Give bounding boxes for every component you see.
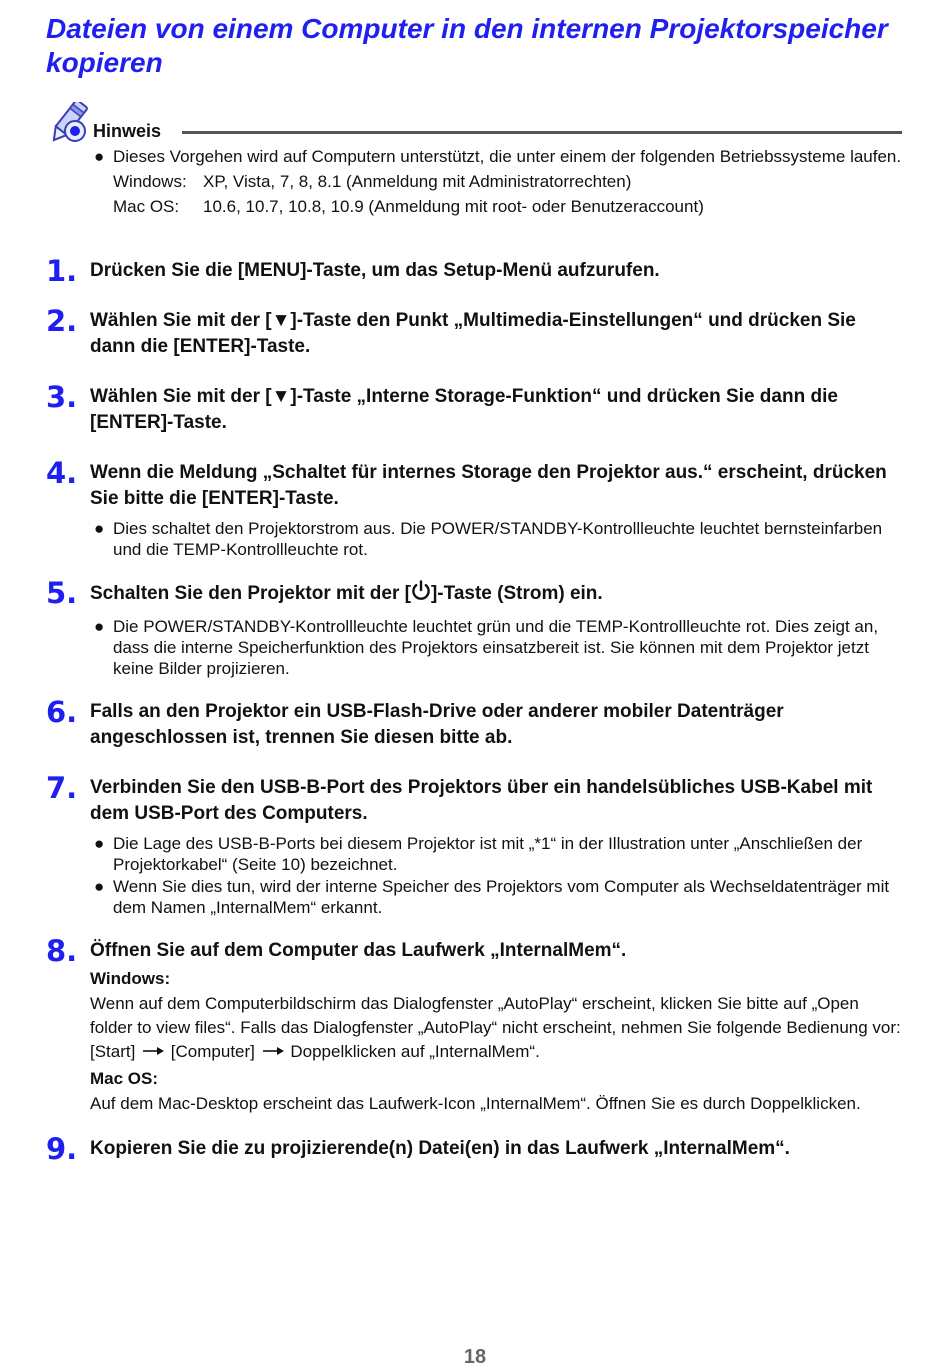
step-bullet-text: Die POWER/STANDBY-Kontrollleuchte leuchtet grün und die TEMP-Kontrollleuchte rot. Dies zeigt an, dass die interne Speicherfunktion des Projektors einsatzbereit ist. Sie können mit dem Projektor jetzt keine Bilder projizieren. (113, 617, 879, 678)
note-mac-line (94, 194, 904, 219)
step-7 (46, 771, 902, 918)
page-title: Dateien von einem Computer in den internen Projektorspeicher kopieren (46, 13, 888, 78)
note-windows-label: Windows: (113, 172, 187, 191)
page-number: 18 (463, 1346, 487, 1368)
windows-instructions (90, 992, 902, 1064)
note-body (94, 144, 904, 219)
step-text: Verbinden Sie den USB-B-Port des Projektors über ein handelsübliches USB-Kabel mit dem USB-Port des Computers. (90, 777, 873, 824)
note-pencil-icon (46, 102, 92, 146)
step-notes (94, 833, 902, 918)
right-arrow-icon (140, 1040, 166, 1052)
note-bullet-text: Dieses Vorgehen wird auf Computern unterstützt, die unter einem der folgenden Betriebssysteme laufen. (113, 147, 902, 166)
bullet-icon: ● (94, 834, 105, 853)
right-arrow-icon (260, 1040, 286, 1052)
step-text: Wählen Sie mit der [▼]-Taste „Interne Storage-Funktion“ und drücken Sie dann die [ENTER]-Taste. (90, 386, 838, 433)
step-text-before: Schalten Sie den Projektor mit der [ (90, 583, 411, 604)
windows-text-1: Wenn auf dem Computerbildschirm das Dialogfenster „AutoPlay“ erscheint, klicken Sie bitte auf „Open folder to view files“. Falls das Dialogfenster „AutoPlay“ nicht erscheint, nehmen Sie folgende Bedienung vor: [Start] (90, 994, 901, 1061)
note-windows-line (94, 169, 904, 194)
step-text (90, 580, 902, 610)
step-6 (46, 695, 902, 751)
step-4 (46, 456, 902, 560)
bullet-icon: ● (94, 519, 105, 538)
step-bullet-text: Dies schaltet den Projektorstrom aus. Die POWER/STANDBY-Kontrollleuchte leuchtet bernsteinfarben und die TEMP-Kontrollleuchte rot. (113, 519, 883, 559)
step-number: 7. (46, 771, 78, 805)
step-bullet-text: Die Lage des USB-B-Ports bei diesem Projektor ist mit „*1“ in der Illustration unter „Anschließen der Projektorkabel“ (Seite 10) bezeichnet. (113, 834, 863, 874)
step-5 (46, 576, 902, 679)
step-number: 3. (46, 380, 78, 414)
note-header (46, 102, 902, 146)
step-text: Kopieren Sie die zu projizierende(n) Datei(en) in das Laufwerk „InternalMem“. (90, 1138, 790, 1159)
step-2 (46, 304, 902, 360)
windows-text-2: [Computer] (166, 1042, 260, 1061)
note-windows-text: XP, Vista, 7, 8, 8.1 (Anmeldung mit Administratorrechten) (203, 172, 632, 191)
step-text: Falls an den Projektor ein USB-Flash-Drive oder anderer mobiler Datenträger angeschlossen ist, trennen Sie diesen bitte ab. (90, 701, 784, 748)
step-8 (46, 934, 902, 1116)
step-3 (46, 380, 902, 436)
step-bullet (94, 876, 902, 918)
step-text: Wählen Sie mit der [▼]-Taste den Punkt „Multimedia-Einstellungen“ und drücken Sie dann die [ENTER]-Taste. (90, 310, 856, 357)
step-number: 8. (46, 934, 78, 968)
step-bullet (94, 833, 902, 875)
bullet-icon: ● (94, 147, 105, 166)
step-number: 5. (46, 576, 78, 610)
step-text: Wenn die Meldung „Schaltet für internes Storage den Projektor aus.“ erscheint, drücken Sie bitte die [ENTER]-Taste. (90, 462, 887, 509)
note-mac-label: Mac OS: (113, 197, 180, 216)
step-notes (94, 518, 902, 560)
step-bullet (94, 518, 902, 560)
step-number: 2. (46, 304, 78, 338)
mac-heading: Mac OS: (90, 1069, 159, 1088)
step-number: 4. (46, 456, 78, 490)
steps-list (46, 254, 902, 1166)
step-text: Drücken Sie die [MENU]-Taste, um das Setup-Menü aufzurufen. (90, 260, 660, 281)
note-divider (182, 131, 902, 134)
step-text: Öffnen Sie auf dem Computer das Laufwerk „InternalMem“. (90, 940, 627, 961)
step-number: 6. (46, 695, 78, 729)
note-bullet (94, 144, 904, 169)
mac-instructions: Auf dem Mac-Desktop erscheint das Laufwerk-Icon „InternalMem“. Öffnen Sie es durch Doppelklicken. (90, 1094, 861, 1113)
step-text-after: ]-Taste (Strom) ein. (430, 583, 603, 604)
windows-heading: Windows: (90, 969, 171, 988)
step-1 (46, 254, 902, 288)
step-bullet-text: Wenn Sie dies tun, wird der interne Speicher des Projektors vom Computer als Wechseldatenträger mit dem Namen „InternalMem“ erkannt. (113, 877, 890, 917)
bullet-icon: ● (94, 617, 105, 636)
step-bullet (94, 616, 902, 679)
power-icon (411, 580, 431, 610)
windows-text-3: Doppelklicken auf „InternalMem“. (285, 1042, 540, 1061)
step-notes (94, 616, 902, 679)
step-number: 9. (46, 1132, 78, 1166)
note-label: Hinweis (93, 121, 162, 141)
bullet-icon: ● (94, 877, 105, 896)
step-number: 1. (46, 254, 78, 288)
note-mac-text: 10.6, 10.7, 10.8, 10.9 (Anmeldung mit root- oder Benutzeraccount) (203, 197, 704, 216)
step-9 (46, 1132, 902, 1166)
